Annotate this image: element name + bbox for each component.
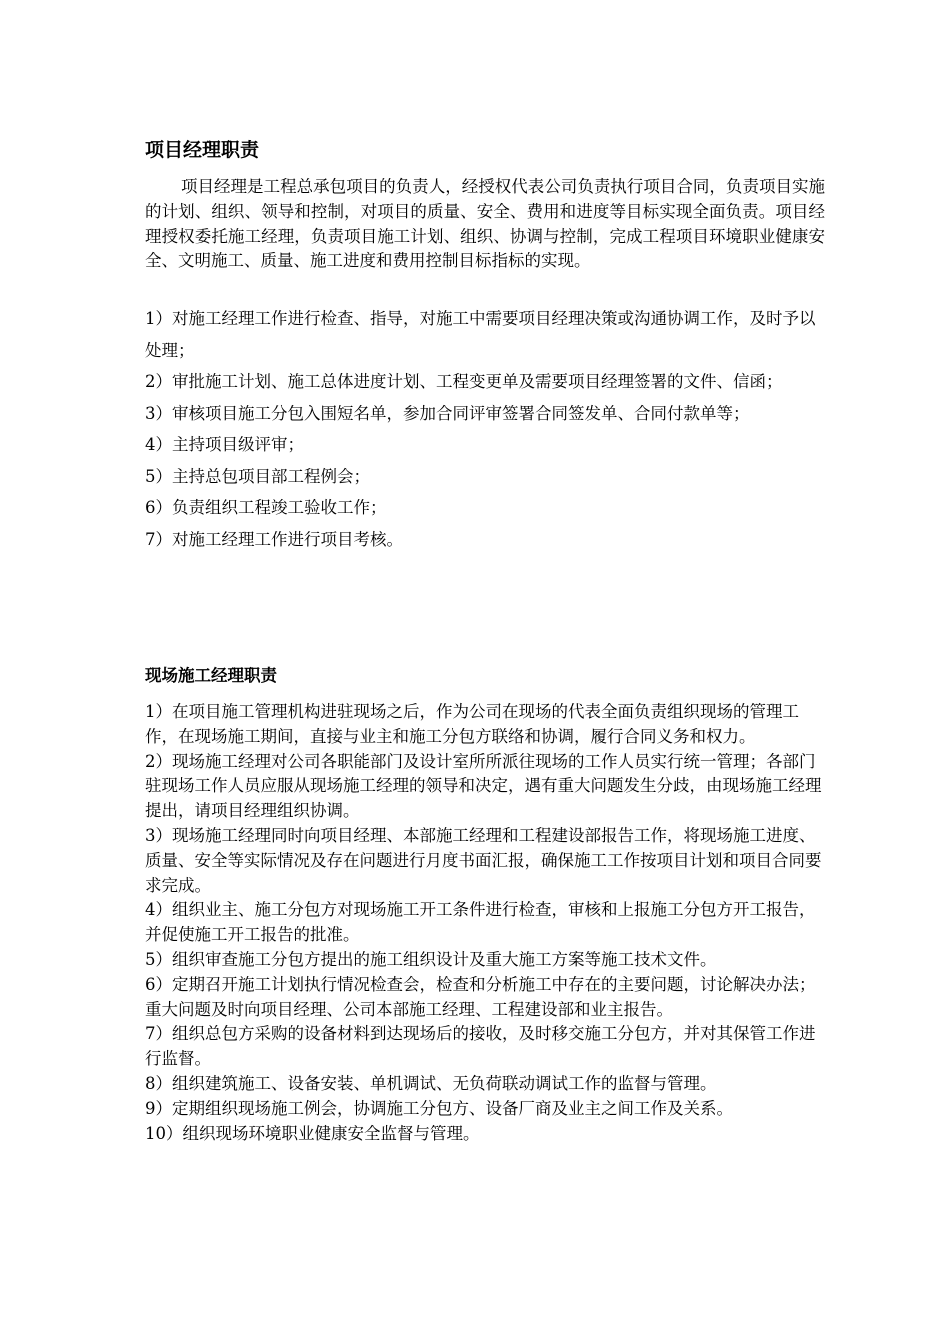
- list-item: 10）组织现场环境职业健康安全监督与管理。: [145, 1123, 480, 1143]
- list-item: 9）定期组织现场施工例会，协调施工分包方、设备厂商及业主之间工作及关系。: [145, 1098, 733, 1118]
- site-manager-duties-list: [145, 700, 825, 1146]
- list-item: 3）现场施工经理同时向项目经理、本部施工经理和工程建设部报告工作，将现场施工进度、质量、安全等实际情况及存在问题进行月度书面汇报，确保施工工作按项目计划和项目合同要求完成。: [145, 825, 822, 895]
- list-item: 8）组织建筑施工、设备安装、单机调试、无负荷联动调试工作的监督与管理。: [145, 1073, 717, 1093]
- list-item: 7）组织总包方采购的设备材料到达现场后的接收，及时移交施工分包方，并对其保管工作进行监督。: [145, 1024, 816, 1069]
- section-title-site-construction-manager: 现场施工经理职责: [145, 666, 277, 685]
- list-item: 2）现场施工经理对公司各职能部门及设计室所所派往现场的工作人员实行统一管理；各部门驻现场工作人员应服从现场施工经理的领导和决定，遇有重大问题发生分歧，由现场施工经理提出，请项目经理组织协调。: [145, 751, 822, 821]
- list-item: 2）审批施工计划、施工总体进度计划、工程变更单及需要项目经理签署的文件、信函；: [145, 372, 783, 391]
- list-item: 1）对施工经理工作进行检查、指导，对施工中需要项目经理决策或沟通协调工作，及时予以处理；: [145, 309, 816, 360]
- section-title-project-manager: 项目经理职责: [145, 139, 260, 161]
- list-item: 5）组织审查施工分包方提出的施工组织设计及重大施工方案等施工技术文件。: [145, 949, 717, 969]
- list-item: 6）负责组织工程竣工验收工作；: [145, 498, 387, 517]
- list-item: 5）主持总包项目部工程例会；: [145, 466, 370, 486]
- list-item: 1）在项目施工管理机构进驻现场之后，作为公司在现场的代表全面负责组织现场的管理工作，在现场施工期间，直接与业主和施工分包方联络和协调，履行合同义务和权力。: [145, 702, 799, 746]
- section-intro-paragraph: 项目经理是工程总承包项目的负责人，经授权代表公司负责执行项目合同，负责项目实施的计划、组织、领导和控制，对项目的质量、安全、费用和进度等目标实现全面负责。项目经理授权委托施工经理，负责项目施工计划、组织、协调与控制，完成工程项目环境职业健康安全、文明施工、质量、施工进度和费用控制目标指标的实现。: [145, 177, 825, 271]
- list-item: 6）定期召开施工计划执行情况检查会，检查和分析施工中存在的主要问题，讨论解决办法；重大问题及时向项目经理、公司本部施工经理、工程建设部和业主报告。: [145, 974, 816, 1019]
- list-item: 7）对施工经理工作进行项目考核。: [145, 529, 403, 549]
- list-item: 4）组织业主、施工分包方对现场施工开工条件进行检查，审核和上报施工分包方开工报告，并促使施工开工报告的批准。: [145, 900, 816, 945]
- list-item: 4）主持项目级评审；: [145, 435, 304, 454]
- list-item: 3）审核项目施工分包入围短名单，参加合同评审签署合同签发单、合同付款单等；: [145, 403, 750, 423]
- project-manager-duties-list: [145, 303, 825, 555]
